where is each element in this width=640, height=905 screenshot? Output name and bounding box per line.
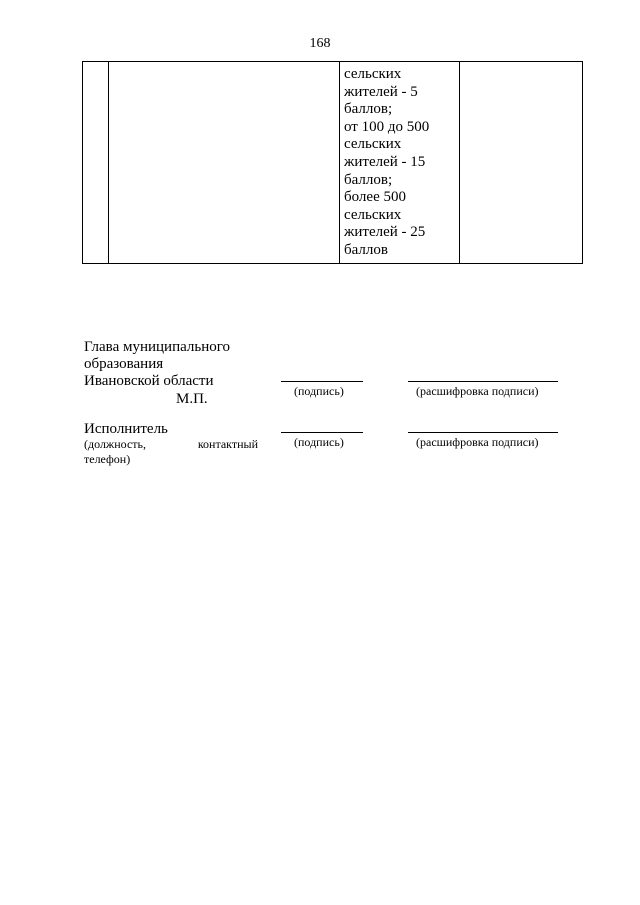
criteria-line: более 500 [344,189,406,206]
executor-decoding-line [408,432,558,433]
criteria-line: сельских [344,136,402,153]
executor-details [84,437,258,467]
head-title-line: Глава муниципального [84,339,231,355]
criteria-line: сельских [344,206,402,223]
criteria-line: сельских [344,66,402,82]
executor-position: (должность, [84,437,146,451]
criteria-line: жителей - 25 [344,224,426,241]
executor-signature-caption: (подпись) [294,435,344,449]
table-column-divider [339,62,340,263]
head-title-line: образования [84,356,164,372]
executor-contact: контактный [197,437,258,451]
criteria-line: жителей - 5 [344,83,418,100]
criteria-line: от 100 до 500 [344,118,430,135]
executor-decoding-caption: (расшифровка подписи) [416,435,539,449]
executor-label: Исполнитель [84,421,168,437]
criteria-line: баллов; [344,101,393,118]
head-title [84,339,230,390]
head-signature-caption: (подпись) [294,384,344,398]
criteria-line: баллов; [344,171,393,188]
head-decoding-line [408,381,558,382]
table-column-divider [459,62,460,263]
page-number: 168 [309,36,331,51]
executor-phone: телефон) [84,452,131,466]
head-title-line: Ивановской области [84,373,214,389]
criteria-line: жителей - 15 [344,153,426,170]
head-decoding-caption: (расшифровка подписи) [416,384,539,398]
criteria-line: баллов [344,241,388,258]
stamp-place: М.П. [176,391,208,407]
table-column-divider [108,62,109,263]
head-signature-line [281,381,363,382]
criteria-cell [344,66,456,260]
executor-signature-line [281,432,363,433]
criteria-table [82,61,583,264]
